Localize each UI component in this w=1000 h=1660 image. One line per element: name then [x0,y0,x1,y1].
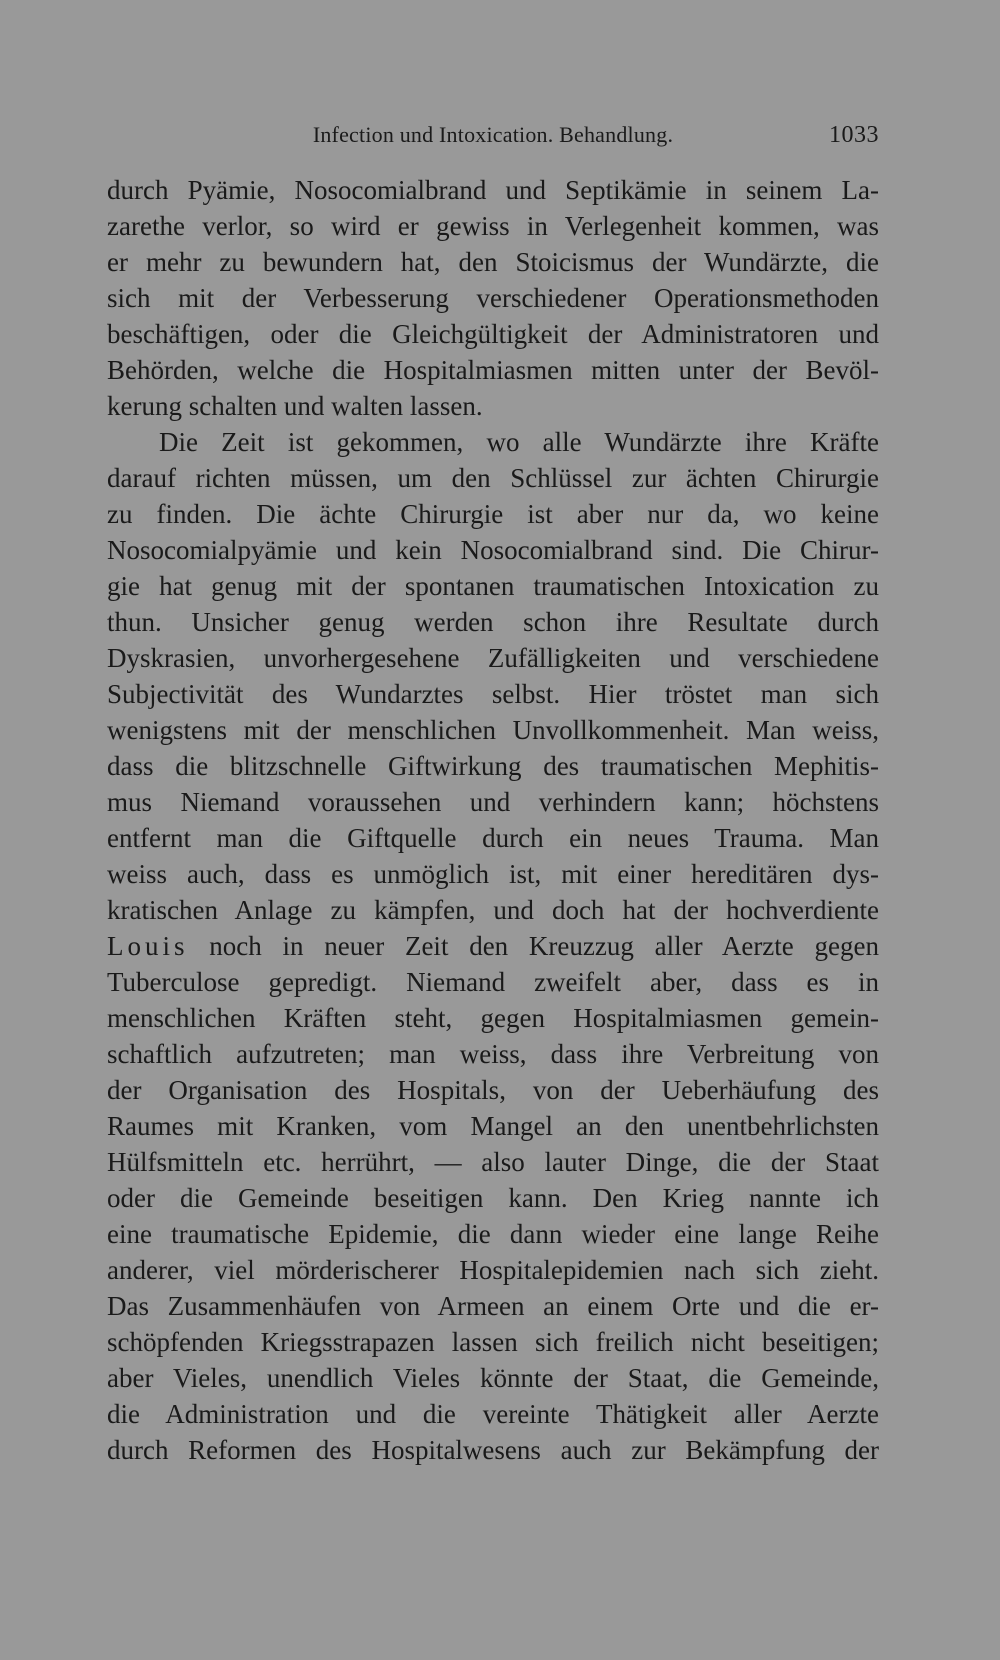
running-title: Infection und Intoxication. Behandlung. [312,122,674,147]
text-line: menschlichen Kräften steht, gegen Hospitalmiasmen gemein- [107,1003,879,1033]
text-line: weiss auch, dass es unmöglich ist, mit einer hereditären dys- [107,859,879,889]
text-line: darauf richten müssen, um den Schlüssel zur ächten Chirurgie [107,463,879,493]
text-line: Behörden, welche die Hospitalmiasmen mitten unter der Bevöl- [107,355,879,385]
text-line: sich mit der Verbesserung verschiedener Operationsmethoden [107,283,879,313]
text-line: eine traumatische Epidemie, die dann wieder eine lange Reihe [107,1219,879,1249]
spaced-author-name: Louis [107,931,189,961]
text-line: er mehr zu bewundern hat, den Stoicismus der Wundärzte, die [107,247,879,277]
text-line: Die Zeit ist gekommen, wo alle Wundärzte ihre Kräfte [159,427,879,457]
text-line: anderer, viel mörderischerer Hospitalepidemien nach sich zieht. [107,1255,879,1285]
text-line: die Administration und die vereinte Thätigkeit aller Aerzte [107,1399,879,1429]
text-line: kerung schalten und walten lassen. [107,391,483,421]
text-line: aber Vieles, unendlich Vieles könnte der Staat, die Gemeinde, [107,1363,879,1393]
text-line: wenigstens mit der menschlichen Unvollkommenheit. Man weiss, [107,715,879,745]
text-line: Subjectivität des Wundarztes selbst. Hier tröstet man sich [107,679,879,709]
text-line: Dyskrasien, unvorhergesehene Zufälligkeiten und verschiedene [107,643,879,673]
text-line-rest: noch in neuer Zeit den Kreuzzug aller Aerzte gegen [209,931,879,961]
text-line: oder die Gemeinde beseitigen kann. Den Krieg nannte ich [107,1183,879,1213]
text-line: durch Reformen des Hospitalwesens auch zur Bekämpfung der [107,1435,879,1465]
text-line: entfernt man die Giftquelle durch ein neues Trauma. Man [107,823,879,853]
text-line: mus Niemand voraussehen und verhindern kann; höchstens [107,787,879,817]
running-header [107,118,879,152]
text-line: zu finden. Die ächte Chirurgie ist aber nur da, wo keine [107,499,879,529]
text-line: kratischen Anlage zu kämpfen, und doch hat der hochverdiente [107,895,879,925]
text-line: gie hat genug mit der spontanen traumatischen Intoxication zu [107,571,879,601]
text-line: Das Zusammenhäufen von Armeen an einem Orte und die er- [107,1291,879,1321]
text-line: thun. Unsicher genug werden schon ihre Resultate durch [107,607,879,637]
text-line: schöpfenden Kriegsstrapazen lassen sich freilich nicht beseitigen; [107,1327,879,1357]
text-line: Tuberculose gepredigt. Niemand zweifelt aber, dass es in [107,967,879,997]
text-line: beschäftigen, oder die Gleichgültigkeit der Administratoren und [107,319,879,349]
text-line: Raumes mit Kranken, vom Mangel an den unentbehrlichsten [107,1111,879,1141]
text-line: dass die blitzschnelle Giftwirkung des traumatischen Mephitis- [107,751,879,781]
text-line: Nosocomialpyämie und kein Nosocomialbrand sind. Die Chirur- [107,535,879,565]
body-text [107,172,879,1468]
text-line: der Organisation des Hospitals, von der Ueberhäufung des [107,1075,879,1105]
text-line: schaftlich aufzutreten; man weiss, dass ihre Verbreitung von [107,1039,879,1069]
text-line: durch Pyämie, Nosocomialbrand und Septikämie in seinem La- [107,175,879,205]
text-line: zarethe verlor, so wird er gewiss in Verlegenheit kommen, was [107,211,879,241]
text-line: Hülfsmitteln etc. herrührt, — also lauter Dinge, die der Staat [107,1147,879,1177]
page-number: 1033 [829,122,879,148]
text-line-with-name [107,928,879,964]
